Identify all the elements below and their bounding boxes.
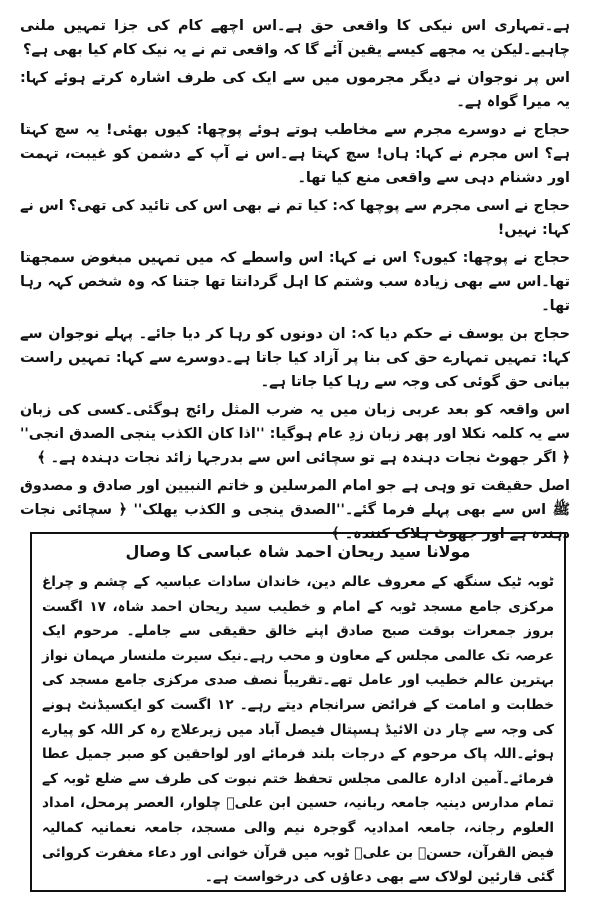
paragraph-1: ہے۔تمہاری اس نیکی کا واقعی حق ہے۔اس اچھے کام کی جزا تمہیں ملنی چاہیے۔لیکن یہ مجھے کیسے یقین آئے گا کہ واقعی تم نے یہ نیک کام کیا بھی ہے؟ — [20, 18, 570, 58]
obituary-body: ٹوبہ ٹیک سنگھ کے معروف عالم دین، خاندان سادات عباسیہ کے چشم و چراغ مرکزی جامع مسجد ٹوبہ کے امام و خطیب سید ریحان احمد شاہ، ۱۷ اگست بروز جمعرات بوقت صبح صادق اپنے خالق حقیقی سے جاملے۔ مرحوم ایک عرصہ تک عالمی مجلس کے معاون و محب رہے۔نیک سیرت ملنسار مہمان نواز بہترین عالم خطیب اور عامل تھے۔تقریباً نصف صدی مرکزی جامع مسجد کی خطابت و امامت کے فرائض سرانجام دیتے رہے۔ ۱۲ اگست کو ایکسیڈنٹ ہونے کی وجہ سے چار دن الائیڈ ہسپتال فیصل آباد میں زیرعلاج رہ کر اللہ کو پیارے ہوئے۔اللہ پاک مرحوم کے درجات بلند فرمائے اور لواحقین کو صبر جمیل عطا فرمائے۔آمین ادارہ عالمی مجلس تحفظ ختم نبوت کی طرف سے ضلع ٹوبہ کے تمام مدارس دینیہ جامعہ ربانیہ، حسین ابن علیؓ چلوار، العصر پرمحل، امداد العلوم رجانہ، جامعہ امدادیہ گوجرہ نیم والی مسجد، جامعہ نعمانیہ کمالیہ فیض القرآن، حسنؓ بن علیؓ ٹوبہ میں قرآن خوانی اور دعاء مغفرت کروائی گئی قارئین لولاک سے بھی دعاؤں کی درخواست ہے۔ — [42, 574, 554, 886]
paragraph-7: اس واقعہ کو بعد عربی زبان میں یہ ضرب المثل رائج ہوگئی۔کسی کی زبان سے یہ کلمہ نکلا اور پھر زبان زدِ عام ہوگیا: ''اذا کان الکذب ینجی الصدق انجی'' ﴿ اگر جھوٹ نجات دہندہ ہے تو سچائی اس سے بدرجہا زائد نجات دہندہ ہے۔ ﴾ — [20, 402, 570, 466]
paragraph-8: اصل حقیقت تو وہی ہے جو امام المرسلین و خاتم النبیین اور صادق و مصدوق ﷺ اس سے بھی پہلے فرما گئے۔''الصدق ینجی و الکذب یھلک'' ﴿ سچائی نجات دہندہ ہے اور جھوٹ ہلاک کنندہ۔ ﴾ — [20, 478, 570, 542]
paragraph-2: اس پر نوجوان نے دیگر مجرموں میں سے ایک کی طرف اشارہ کرتے ہوئے کہا: یہ میرا گواہ ہے۔ — [20, 70, 570, 110]
paragraph-5: حجاج نے پوچھا: کیوں؟ اس نے کہا: اس واسطے کہ میں تمہیں مبغوض سمجھتا تھا۔اس سے بھی زیادہ سب وشتم کا اہل گردانتا تھا جتنا کہ وہ شخص کہہ رہا تھا۔ — [20, 250, 570, 314]
obituary-box — [30, 532, 566, 892]
story-article — [20, 14, 570, 550]
paragraph-4: حجاج نے اسی مجرم سے پوچھا کہ: کیا تم نے بھی اس کی تائید کی تھی؟ اس نے کہا: نہیں! — [20, 198, 570, 238]
obituary-title: مولانا سید ریحان احمد شاہ عباسی کا وصال — [125, 542, 471, 561]
paragraph-6: حجاج بن یوسف نے حکم دیا کہ: ان دونوں کو رہا کر دیا جائے۔ پہلے نوجوان سے کہا: تمہیں تمہارے حق کی بنا پر آزاد کیا جاتا ہے۔دوسرے سے کہا: تمہیں راست بیانی حق گوئی کی وجہ سے رہا کیا جاتا ہے۔ — [20, 326, 570, 390]
paragraph-3: حجاج نے دوسرے مجرم سے مخاطب ہوتے ہوئے پوچھا: کیوں بھئی! یہ سچ کہتا ہے؟ اس مجرم نے کہا: ہاں! سچ کہتا ہے۔اس نے آپ کے دشمن کو غیبت، تہمت اور دشنام دہی سے واقعی منع کیا تھا۔ — [20, 122, 570, 186]
